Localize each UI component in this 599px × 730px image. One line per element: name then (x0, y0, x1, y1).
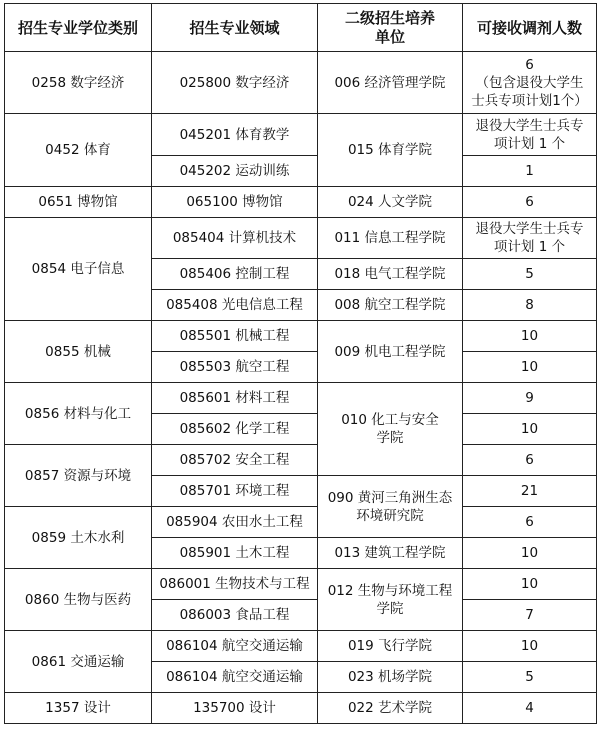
table-row (5, 507, 597, 538)
field-cell: 086003 食品工程 (152, 600, 318, 631)
adjustment-admissions-table (4, 3, 597, 724)
count-cell: 10 (463, 414, 597, 445)
category-cell: 0452 体育 (5, 114, 152, 187)
category-cell: 0857 资源与环境 (5, 445, 152, 507)
count-cell: 9 (463, 383, 597, 414)
field-cell: 085503 航空工程 (152, 352, 318, 383)
table-row (5, 114, 597, 156)
count-cell: 6 （包含退役大学生 士兵专项计划1个） (463, 52, 597, 114)
count-cell: 21 (463, 476, 597, 507)
count-cell: 1 (463, 156, 597, 187)
field-cell: 085404 计算机技术 (152, 218, 318, 259)
table-row (5, 693, 597, 724)
unit-cell: 008 航空工程学院 (318, 290, 463, 321)
table-row (5, 218, 597, 259)
field-cell: 085702 安全工程 (152, 445, 318, 476)
field-cell: 085701 环境工程 (152, 476, 318, 507)
field-cell: 045201 体育教学 (152, 114, 318, 156)
field-cell: 085501 机械工程 (152, 321, 318, 352)
unit-cell: 013 建筑工程学院 (318, 538, 463, 569)
count-cell: 10 (463, 321, 597, 352)
table-header-row (5, 4, 597, 52)
count-cell: 10 (463, 538, 597, 569)
unit-cell: 015 体育学院 (318, 114, 463, 187)
count-cell: 10 (463, 631, 597, 662)
count-cell: 10 (463, 352, 597, 383)
field-cell: 135700 设计 (152, 693, 318, 724)
count-cell: 10 (463, 569, 597, 600)
unit-cell: 006 经济管理学院 (318, 52, 463, 114)
count-cell: 6 (463, 507, 597, 538)
unit-cell: 090 黄河三角洲生态 环境研究院 (318, 476, 463, 538)
table-row (5, 383, 597, 414)
category-cell: 1357 设计 (5, 693, 152, 724)
field-cell: 086104 航空交通运输 (152, 631, 318, 662)
unit-cell: 019 飞行学院 (318, 631, 463, 662)
table-row (5, 321, 597, 352)
category-cell: 0855 机械 (5, 321, 152, 383)
table-row (5, 569, 597, 600)
category-cell: 0860 生物与医药 (5, 569, 152, 631)
admissions-table-container (4, 3, 597, 724)
count-cell: 4 (463, 693, 597, 724)
category-cell: 0861 交通运输 (5, 631, 152, 693)
category-cell: 0859 土木水利 (5, 507, 152, 569)
count-cell: 8 (463, 290, 597, 321)
count-cell: 退役大学生士兵专 项计划 1 个 (463, 114, 597, 156)
count-cell: 退役大学生士兵专 项计划 1 个 (463, 218, 597, 259)
field-cell: 025800 数字经济 (152, 52, 318, 114)
unit-cell: 011 信息工程学院 (318, 218, 463, 259)
count-cell: 6 (463, 445, 597, 476)
table-row (5, 445, 597, 476)
unit-cell: 022 艺术学院 (318, 693, 463, 724)
header-count: 可接收调剂人数 (463, 4, 597, 52)
unit-cell: 010 化工与安全 学院 (318, 383, 463, 476)
category-cell: 0856 材料与化工 (5, 383, 152, 445)
category-cell: 0651 博物馆 (5, 187, 152, 218)
header-degree-category: 招生专业学位类别 (5, 4, 152, 52)
field-cell: 085406 控制工程 (152, 259, 318, 290)
count-cell: 6 (463, 187, 597, 218)
header-unit: 二级招生培养 单位 (318, 4, 463, 52)
table-row (5, 187, 597, 218)
unit-cell: 012 生物与环境工程 学院 (318, 569, 463, 631)
field-cell: 085901 土木工程 (152, 538, 318, 569)
category-cell: 0854 电子信息 (5, 218, 152, 321)
field-cell: 085408 光电信息工程 (152, 290, 318, 321)
unit-cell: 018 电气工程学院 (318, 259, 463, 290)
field-cell: 045202 运动训练 (152, 156, 318, 187)
field-cell: 085601 材料工程 (152, 383, 318, 414)
count-cell: 7 (463, 600, 597, 631)
field-cell: 085602 化学工程 (152, 414, 318, 445)
count-cell: 5 (463, 662, 597, 693)
header-field: 招生专业领域 (152, 4, 318, 52)
field-cell: 086104 航空交通运输 (152, 662, 318, 693)
table-row (5, 52, 597, 114)
unit-cell: 024 人文学院 (318, 187, 463, 218)
field-cell: 085904 农田水土工程 (152, 507, 318, 538)
field-cell: 065100 博物馆 (152, 187, 318, 218)
table-row (5, 631, 597, 662)
category-cell: 0258 数字经济 (5, 52, 152, 114)
unit-cell: 009 机电工程学院 (318, 321, 463, 383)
unit-cell: 023 机场学院 (318, 662, 463, 693)
count-cell: 5 (463, 259, 597, 290)
field-cell: 086001 生物技术与工程 (152, 569, 318, 600)
